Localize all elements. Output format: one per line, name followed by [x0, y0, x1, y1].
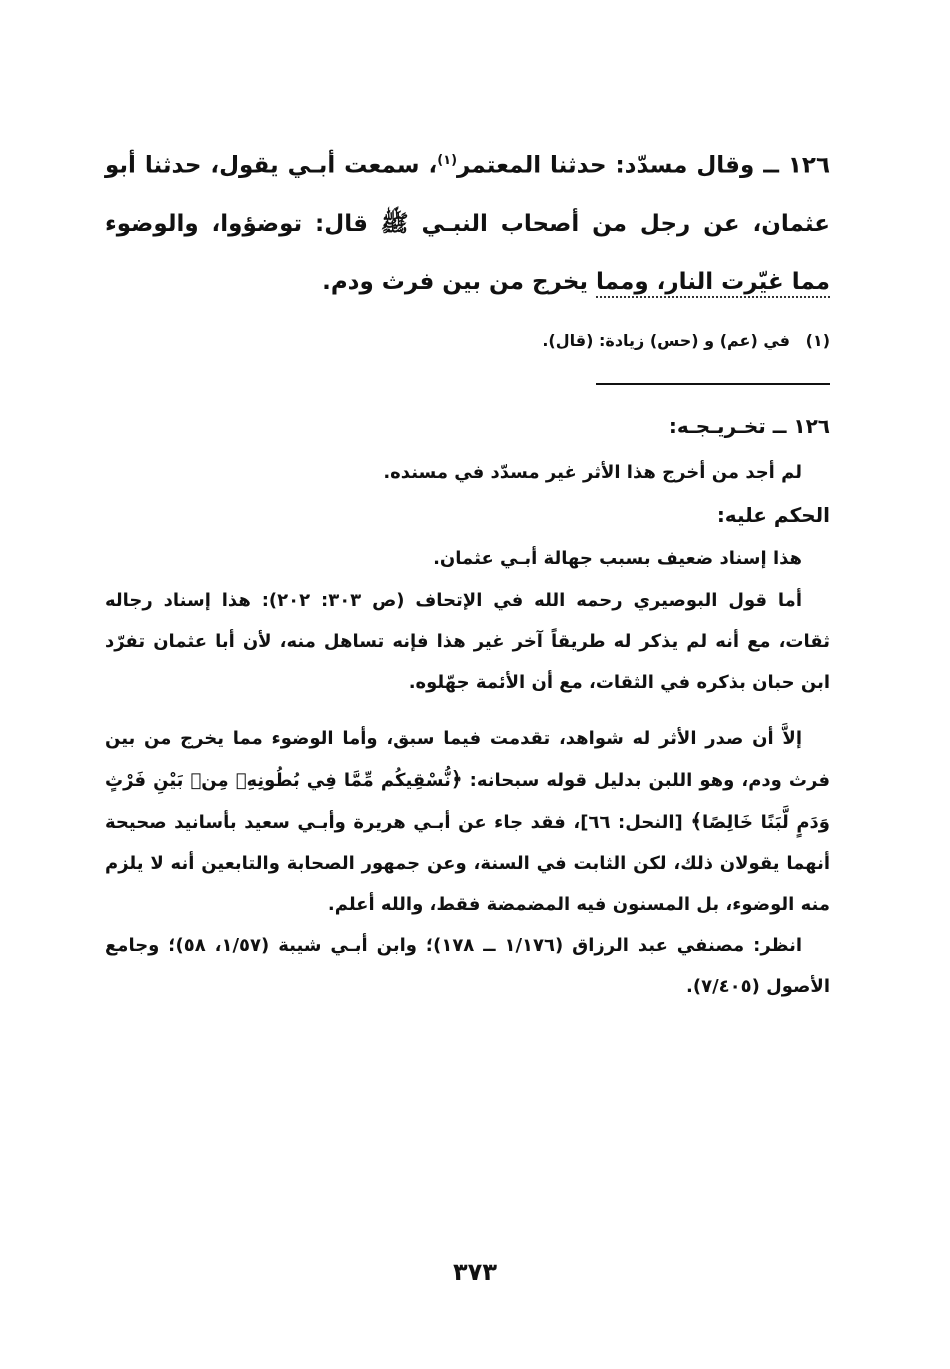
footnote-marker: (١): [437, 153, 458, 168]
hukm-text: هذا إسناد ضعيف بسبب جهالة أبـي عثمان.: [433, 548, 802, 569]
shawahid-text-after-quran: [النحل: ٦٦]، فقد جاء عن أبـي هريرة وأبـي سعيد بأسانيد صحيحة أنهما يقولان ذلك، لكن الثابت في السنة، وعن جمهور الصحابة والتابعين أنه لا يلزم منه الوضوء، بل المسنون فيه المضمضة فقط، والله أعلم.: [105, 812, 830, 915]
hukm-heading: الحكم عليه:: [716, 503, 830, 527]
busiri-paragraph: أما قول البوصيري رحمه الله في الإتحاف (ص ٣٠٣: ٢٠٢): هذا إسناد رجاله ثقات، مع أنه لم يذكر له طريقاً آخر غير هذا فإنه تساهل منه، لأن أبا عثمان تفرّد ابن حبان بذكره في الثقات، مع أن الأئمة جهّلوه.: [105, 590, 830, 693]
shawahid-paragraph: [105, 718, 830, 925]
footnote: [105, 326, 830, 356]
quran-close-bracket: ﴾: [690, 809, 703, 833]
quran-open-bracket: ﴿: [450, 767, 463, 791]
footnote-text: في (عم) و (حس) زيادة: (قال).: [542, 331, 791, 350]
takhrij-heading: ١٢٦ ــ تخـريـجـه:: [668, 414, 830, 438]
hadith-text-after-note: ، سمعت أبـي يقول، حدثنا أبو عثمان، عن رجل من أصحاب النبـي ﷺ قال: توضؤوا، والوضوء مما غيّرت النار، ومما يخرج من بين فرث ودم.: [105, 152, 830, 295]
references-paragraph: انظر: مصنفي عبد الرزاق (١/١٧٦ ــ ١٧٨)؛ وابن أبـي شيبة (١/٥٧، ٥٨)؛ وجامع الأصول (٧/٤٠٥).: [105, 935, 830, 997]
footnote-separator: [596, 296, 830, 298]
hadith-text-before-note: ١٢٦ ــ وقال مسدّد: حدثنا المعتمر: [457, 152, 831, 179]
page-number: ٣٧٣: [453, 1258, 497, 1286]
takhrij-text: لم أجد من أخرج هذا الأثر غير مسدّد في مسنده.: [383, 462, 802, 483]
hadith-text: [105, 132, 830, 311]
quran-verse: نُّسْقِيكُم مِّمَّا فِي بُطُونِهِۦ مِنۢ بَيْنِ فَرْثٍ وَدَمٍ لَّبَنًا خَالِصًا: [105, 770, 830, 833]
shawahid-text-before-quran: إلاَّ أن صدر الأثر له شواهد، تقدمت فيما سبق، وأما الوضوء مما يخرج من بين فرث ودم، وهو اللبن بدليل قوله سبحانه:: [105, 728, 830, 791]
footnote-number: (١): [805, 331, 830, 350]
section-divider: [596, 383, 830, 385]
